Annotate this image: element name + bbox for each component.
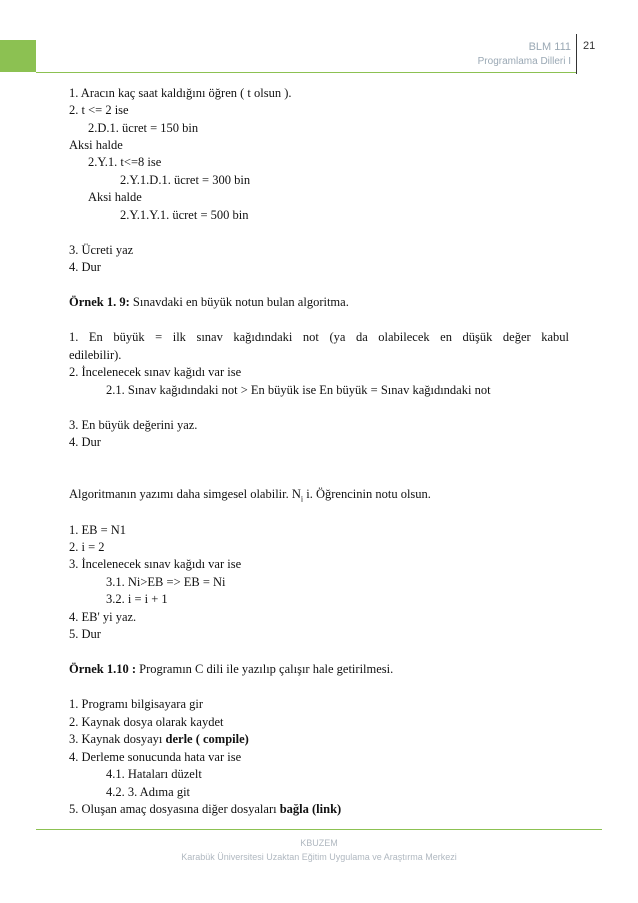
header-divider — [36, 72, 576, 73]
text-line: 2.Y.1.D.1. ücret = 300 bin — [120, 173, 251, 187]
header-separator — [576, 34, 577, 74]
bold-term: derle ( compile) — [165, 732, 249, 746]
text-line: 4. Dur — [69, 435, 101, 449]
text-part: 3. Kaynak dosyayı — [69, 732, 166, 746]
text-line: Aksi halde — [88, 190, 142, 204]
sym-subscript: i — [300, 494, 304, 504]
sym-text-b: i. Öğrencinin notu olsun. — [303, 487, 431, 501]
text-line: 4. Derleme sonucunda hata var ise — [69, 750, 242, 764]
text-line: 4.2. 3. Adıma git — [106, 785, 191, 799]
text-line: 2. t <= 2 ise — [69, 103, 129, 117]
text-line: 4. EB' yi yaz. — [69, 610, 137, 624]
text-line: 2.D.1. ücret = 150 bin — [88, 121, 199, 135]
example-label: Örnek 1.10 : — [69, 662, 137, 676]
text-line: 1. Aracın kaç saat kaldığını öğren ( t olsun ). — [69, 86, 292, 100]
text-line: 2.Y.1. t<=8 ise — [88, 155, 162, 169]
example-heading — [69, 295, 349, 310]
text-line: 1. En büyük = ilk sınav kağıdındaki not (ya da olabilecek en düşük değer kabul — [69, 330, 569, 344]
text-line: 4.1. Hataları düzelt — [106, 767, 202, 781]
bold-term: bağla (link) — [279, 802, 342, 816]
text-line: 5. Dur — [69, 627, 101, 641]
text-part: 5. Oluşan amaç dosyasına diğer dosyaları — [69, 802, 280, 816]
page-number: 21 — [583, 40, 596, 52]
text-line: 2.Y.1.Y.1. ücret = 500 bin — [120, 208, 249, 222]
text-line: Aksi halde — [69, 138, 123, 152]
text-line: 1. EB = N1 — [69, 523, 127, 537]
text-line — [69, 802, 341, 817]
text-line: 3.1. Ni>EB => EB = Ni — [106, 575, 226, 589]
text-line: 4. Dur — [69, 260, 101, 274]
header-accent-block — [0, 40, 36, 72]
text-line: 2. Kaynak dosya olarak kaydet — [69, 715, 224, 729]
example-heading — [69, 662, 393, 677]
course-subtitle: Programlama Dilleri I — [477, 56, 571, 67]
text-line: 3.2. i = i + 1 — [106, 592, 168, 606]
footer-full-name: Karabük Üniversitesi Uzaktan Eğitim Uygulama ve Araştırma Merkezi — [181, 852, 457, 862]
example-label: Örnek 1. 9: — [69, 295, 130, 309]
text-line: edilebilir). — [69, 348, 122, 362]
text-line: 2. i = 2 — [69, 540, 105, 554]
text-line: 3. En büyük değerini yaz. — [69, 418, 198, 432]
text-line: 1. Programı bilgisayara gir — [69, 697, 203, 711]
text-line: 2. İncelenecek sınav kağıdı var ise — [69, 365, 242, 379]
text-line: 2.1. Sınav kağıdındaki not > En büyük ise En büyük = Sınav kağıdındaki not — [106, 383, 491, 397]
text-line: 3. Ücreti yaz — [69, 243, 134, 257]
footer-divider — [36, 829, 602, 830]
example-title: Programın C dili ile yazılıp çalışır hale getirilmesi. — [136, 662, 394, 676]
footer-org: KBUZEM — [300, 838, 338, 848]
text-line: 3. İncelenecek sınav kağıdı var ise — [69, 557, 242, 571]
example-title: Sınavdaki en büyük notun bulan algoritma. — [129, 295, 349, 309]
course-code: BLM 111 — [528, 41, 571, 53]
text-line — [69, 732, 249, 747]
sym-text-a: Algoritmanın yazımı daha simgesel olabilir. N — [69, 487, 301, 501]
text-line — [69, 487, 431, 504]
